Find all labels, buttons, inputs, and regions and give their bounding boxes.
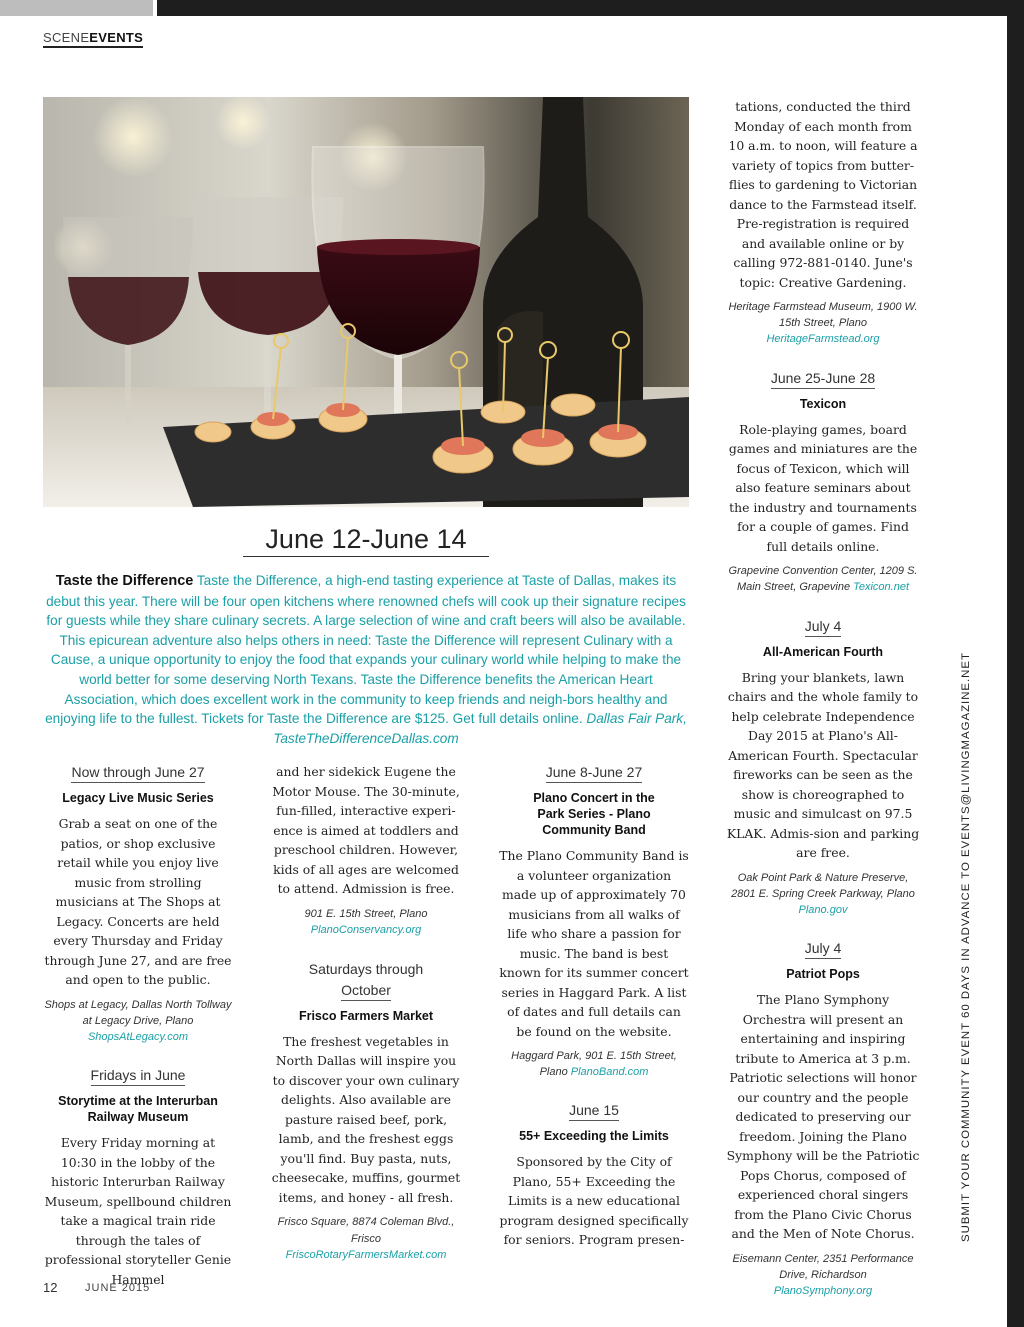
event-location-text: Frisco Square, 8874 Coleman Blvd., Frisco xyxy=(277,1216,455,1245)
top-bar-dark xyxy=(157,0,1024,16)
page-number: 12 xyxy=(43,1280,58,1295)
feature-date: June 12-June 14 xyxy=(243,522,489,557)
event-all-american-fourth xyxy=(726,616,920,919)
event-description: tations, conducted the third Monday of each month from 10 a.m. to noon, will feature a variety of topics from butter-flies to gardening to Victorian dance to the Farmstead itself. Pre-registration is required and available online or by calling 972-881-0140. June's topic: Creative Gardening. xyxy=(728,99,918,290)
event-location xyxy=(498,1048,690,1080)
event-date-line-2: October xyxy=(341,981,391,1001)
event-description: Role-playing games, board games and miniatures are the focus of Texicon, which will also feature seminars about the industry and tournaments for a couple of games. Find full details online. xyxy=(728,421,918,554)
issue-date: JUNE 2015 xyxy=(85,1282,151,1294)
event-title: Legacy Live Music Series xyxy=(62,791,214,805)
event-link[interactable]: HeritageFarmstead.org xyxy=(766,333,880,346)
event-link[interactable]: PlanoSymphony.org xyxy=(773,1285,873,1298)
event-storytime xyxy=(43,1065,233,1289)
event-plano-concert xyxy=(498,762,690,1080)
event-title: All-American Fourth xyxy=(762,644,884,659)
event-legacy-live xyxy=(43,762,233,1045)
event-link[interactable]: ShopsAtLegacy.com xyxy=(87,1030,189,1043)
section-label-scene: SCENE xyxy=(43,30,90,45)
event-column-1 xyxy=(43,762,233,1289)
event-location xyxy=(726,563,920,595)
event-description: The freshest vegetables in North Dallas will inspire you to discover your own culinary delights. Also available are pasture raised beef, pork, lamb, and the freshest eggs you'll find. Buy pasta, nuts, cheesecake, muffins, gourmet items, and honey - all fresh. xyxy=(271,1033,461,1205)
event-date: June 8-June 27 xyxy=(546,763,643,783)
event-title: Texicon xyxy=(799,396,847,411)
event-title: 55+ Exceeding the Limits xyxy=(519,1129,669,1144)
event-column-2 xyxy=(270,762,462,1263)
event-date-line-1: Saturdays through xyxy=(308,960,424,977)
event-date: June 15 xyxy=(569,1101,619,1121)
event-description: The Plano Community Band is a volunteer organization made up of approximately 70 musicians from all walks of life who share a passion for music. The band is best known for its summer concert series in Haggard Park. A list of dates and full details can be found on the website. xyxy=(499,848,689,1039)
event-storytime-continued xyxy=(270,762,462,938)
event-description: Every Friday morning at 10:30 in the lobby of the historic Interurban Railway Museum, spellbound children take a magical train ride through the tales of professional storyteller Genie Hammel xyxy=(44,1135,232,1287)
feature-body xyxy=(45,571,687,748)
event-date: June 25-June 28 xyxy=(771,369,875,389)
event-description: and her sidekick Eugene the Motor Mouse. The 30-minute, fun-filled, interactive experi-ence is aimed at toddlers and preschool children. However, kids of all ages are welcomed to attend. Admission is free. xyxy=(272,764,460,896)
event-title: Storytime at the Interurban Railway Museum xyxy=(58,1094,218,1125)
event-location-text: Grapevine Convention Center, 1209 S. Main Street, Grapevine xyxy=(728,565,918,594)
event-texicon xyxy=(726,368,920,596)
event-location xyxy=(726,1251,920,1300)
event-title: Patriot Pops xyxy=(786,967,860,982)
section-label-events: EVENTS xyxy=(89,30,144,45)
event-description: Bring your blankets, lawn chairs and the whole family to help celebrate Independence Day 2015 at Plano's All-American Fourth. Spectacular fireworks can be seen as the show is choreographed to music and simulcast on 97.5 KLAK. Admis-sion and parking are free. xyxy=(726,669,920,861)
event-date: July 4 xyxy=(805,617,842,637)
event-description: Sponsored by the City of Plano, 55+ Exceeding the Limits is a new educational program designed specifically for seniors. Program presen- xyxy=(499,1154,689,1248)
wine-tasting-photo xyxy=(43,97,689,507)
event-location-text: Shops at Legacy, Dallas North Tollway at Legacy Drive, Plano xyxy=(44,998,232,1027)
event-55-exceeding-continued xyxy=(726,97,920,348)
event-link[interactable]: PlanoConservancy.org xyxy=(310,923,422,936)
event-link[interactable]: Texicon.net xyxy=(853,581,910,594)
event-description: Grab a seat on one of the patios, or shop exclusive retail while you enjoy live music from strolling musicians at The Shops at Legacy. Concerts are held every Thursday and Friday through June 27, and are free and open to the public. xyxy=(44,816,232,987)
event-location-text: 901 E. 15th Street, Plano xyxy=(304,907,428,920)
section-label xyxy=(43,31,143,48)
event-date: Fridays in June xyxy=(91,1066,186,1086)
event-55-exceeding-limits xyxy=(498,1100,690,1250)
event-patriot-pops xyxy=(726,938,920,1299)
event-link[interactable]: FriscoRotaryFarmersMarket.com xyxy=(285,1248,447,1261)
event-location xyxy=(43,997,233,1046)
feature-description: Taste the Difference, a high-end tasting experience at Taste of Dallas, makes its debut this year. There will be four open kitchens where renowned chefs will cook up their signature recipes for guests while they share culinary secrets. A large selection of wine and craft beers will also be available. This epicurean adventure also helps others in need: Taste the Difference will represent Culinary with a Cause, a unique opportunity to enjoy the food that expands your culinary world while helping to make the world better for some deserving North Texans. Taste the Difference benefits the American Heart Association, which does excellent work in the community to keep friends and neigh-bors healthy and enjoying life to the fullest. Tickets for Taste the Difference are $125. Get full details online. xyxy=(45,573,686,727)
event-title: Frisco Farmers Market xyxy=(298,1008,434,1023)
event-date: July 4 xyxy=(805,939,842,959)
event-link[interactable]: Plano.gov xyxy=(798,903,848,916)
submission-note: SUBMIT YOUR COMMUNITY EVENT 60 DAYS IN ADVANCE TO EVENTS@LIVINGMAGAZINE.NET xyxy=(960,652,972,1242)
top-bar-grey xyxy=(0,0,153,16)
event-location-text: Eisemann Center, 2351 Performance Drive, Richardson xyxy=(732,1252,914,1281)
event-description: The Plano Symphony Orchestra will present an entertaining and inspiring tribute to America at 3 p.m. Patriotic selections will honor our country and the people dedicated to preserving our freedom. Joining the Plano Symphony will be the Patriotic Pops Chorus, composed of experienced choral singers from the Plano Civic Chorus and the Men of Note Chorus. xyxy=(726,992,920,1242)
event-location xyxy=(726,299,920,348)
feature-location: Dallas Fair Park, TasteTheDifferenceDallas.com xyxy=(273,711,687,746)
event-link[interactable]: PlanoBand.com xyxy=(570,1066,649,1079)
event-location xyxy=(270,1214,462,1263)
event-date: Now through June 27 xyxy=(71,763,204,783)
event-location-text: Heritage Farmstead Museum, 1900 W. 15th Street, Plano xyxy=(728,301,918,330)
right-edge-bar xyxy=(1007,0,1024,1327)
event-title: Plano Concert in the Park Series - Plano Community Band xyxy=(533,791,655,837)
event-location xyxy=(726,870,920,919)
event-frisco-farmers-market xyxy=(270,958,462,1263)
event-location xyxy=(270,906,462,938)
event-column-4 xyxy=(726,97,920,1299)
feature-title: Taste the Difference xyxy=(55,573,194,589)
event-column-3 xyxy=(498,762,690,1250)
event-location-text: Oak Point Park & Nature Preserve, 2801 E. Spring Creek Parkway, Plano xyxy=(731,871,915,900)
event-location-text: Haggard Park, 901 E. 15th Street, Plano xyxy=(511,1050,677,1079)
